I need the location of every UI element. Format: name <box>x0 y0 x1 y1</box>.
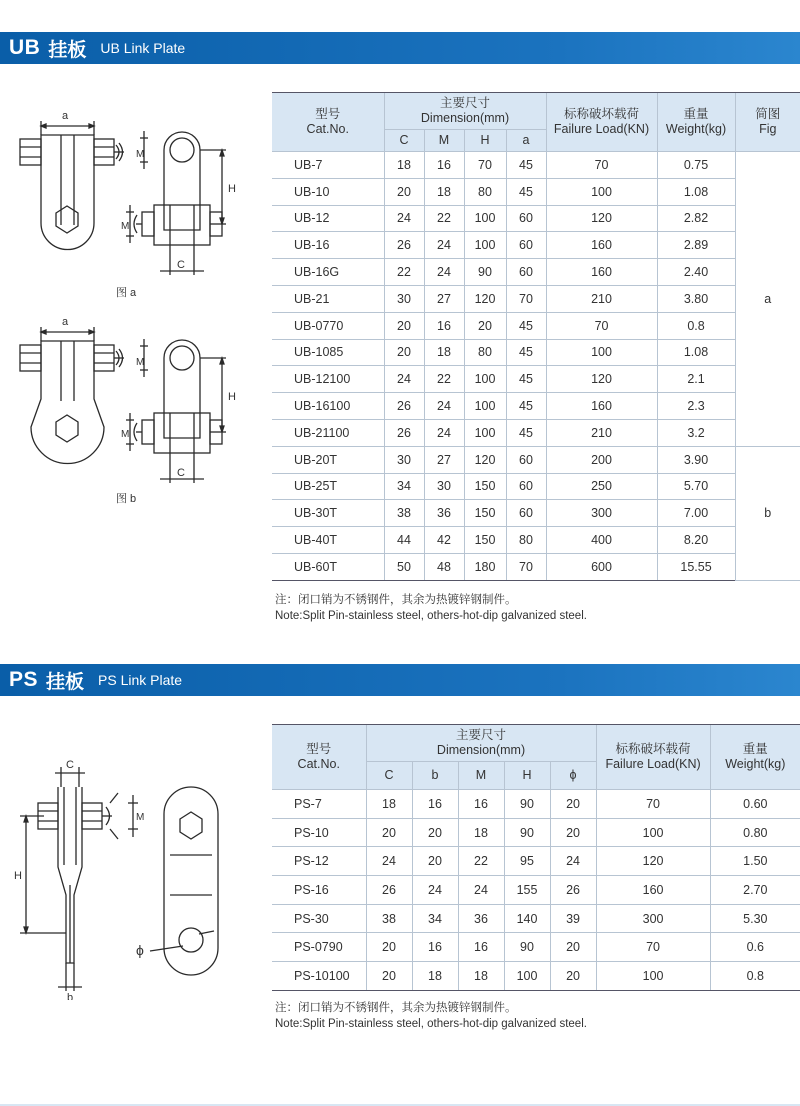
ps-drawing <box>0 745 260 1000</box>
dim-h-cell: 90 <box>504 933 550 962</box>
dim-h-cell: 100 <box>504 962 550 991</box>
table-row <box>272 904 800 933</box>
dim-h-cell: 80 <box>464 339 506 366</box>
table-row <box>272 178 800 205</box>
ub-header-load-en: Failure Load(KN) <box>553 122 650 136</box>
dim-a-cell: 70 <box>506 553 546 580</box>
table-row <box>272 527 800 554</box>
model-cell: UB-10 <box>272 178 384 205</box>
ub-header-fig <box>735 93 800 152</box>
dim-h-cell: 100 <box>464 419 506 446</box>
dim-c-cell: 44 <box>384 527 424 554</box>
ub-header-model-cn: 型号 <box>315 107 341 121</box>
model-cell: UB-21100 <box>272 419 384 446</box>
dim-m-cell: 16 <box>458 933 504 962</box>
dim-phi-cell: 20 <box>550 933 596 962</box>
dim-m-cell: 18 <box>424 339 464 366</box>
weight-cell: 15.55 <box>657 553 735 580</box>
weight-cell: 0.80 <box>710 818 800 847</box>
ub-fig-b-dim-c: C <box>177 467 185 479</box>
dim-h-cell: 100 <box>464 393 506 420</box>
dim-c-cell: 38 <box>366 904 412 933</box>
ub-header-dim-cn: 主要尺寸 <box>440 96 491 110</box>
ps-header-dim-en: Dimension(mm) <box>436 743 526 757</box>
dim-h-cell: 180 <box>464 553 506 580</box>
dim-h-cell: 150 <box>464 473 506 500</box>
table-row <box>272 205 800 232</box>
fig-a-cell: a <box>735 152 800 447</box>
ub-section-banner <box>0 32 800 64</box>
weight-cell: 1.08 <box>657 339 735 366</box>
ps-header-dim-m: M <box>458 762 504 790</box>
table-row <box>272 790 800 819</box>
dim-b-cell: 18 <box>412 962 458 991</box>
fig-b-cell: b <box>735 446 800 580</box>
ub-header-load <box>546 93 657 152</box>
weight-cell: 1.08 <box>657 178 735 205</box>
failure-load-cell: 210 <box>546 285 657 312</box>
dim-c-cell: 18 <box>366 790 412 819</box>
dim-h-cell: 100 <box>464 366 506 393</box>
ps-header-model-en: Cat.No. <box>297 757 340 771</box>
dim-phi-cell: 20 <box>550 818 596 847</box>
dim-phi-cell: 20 <box>550 790 596 819</box>
ps-side-view <box>20 767 138 991</box>
ps-dim-c: C <box>66 759 74 771</box>
dim-phi-cell: 39 <box>550 904 596 933</box>
dim-h-cell: 120 <box>464 285 506 312</box>
dim-phi-cell: 26 <box>550 876 596 905</box>
table-row <box>272 285 800 312</box>
table-row <box>272 500 800 527</box>
dim-m-cell: 27 <box>424 446 464 473</box>
dim-a-cell: 45 <box>506 419 546 446</box>
dim-m-cell: 22 <box>424 205 464 232</box>
table-row <box>272 259 800 286</box>
ub-drawings <box>0 95 260 510</box>
ub-header-fig-cn: 简图 <box>755 107 781 121</box>
weight-cell: 2.3 <box>657 393 735 420</box>
ps-header-model-cn: 型号 <box>306 742 332 756</box>
dim-m-cell: 18 <box>458 818 504 847</box>
dim-a-cell: 60 <box>506 500 546 527</box>
dim-c-cell: 20 <box>366 818 412 847</box>
failure-load-cell: 70 <box>596 933 710 962</box>
ps-note-cn: 注：闭口销为不锈钢件，其余为热镀锌钢制件。 <box>275 1002 517 1014</box>
dim-c-cell: 26 <box>384 393 424 420</box>
dim-c-cell: 26 <box>366 876 412 905</box>
ub-spec-table <box>272 92 800 581</box>
dim-m-cell: 36 <box>458 904 504 933</box>
ps-code: PS <box>9 668 39 691</box>
ub-fig-a-dim-m-top: M <box>136 149 145 160</box>
ps-header-load <box>596 725 710 790</box>
ub-title-cn: 挂板 <box>48 38 87 61</box>
dim-a-cell: 70 <box>506 285 546 312</box>
dim-b-cell: 16 <box>412 933 458 962</box>
weight-cell: 8.20 <box>657 527 735 554</box>
ub-fig-b-dim-a: a <box>62 316 69 328</box>
dim-h-cell: 20 <box>464 312 506 339</box>
dim-h-cell: 90 <box>504 818 550 847</box>
failure-load-cell: 160 <box>546 393 657 420</box>
ub-fig-a-dim-a: a <box>62 110 69 122</box>
model-cell: PS-16 <box>272 876 366 905</box>
weight-cell: 2.89 <box>657 232 735 259</box>
table-row <box>272 232 800 259</box>
weight-cell: 0.8 <box>710 962 800 991</box>
dim-phi-cell: 20 <box>550 962 596 991</box>
failure-load-cell: 70 <box>546 152 657 179</box>
dim-h-cell: 80 <box>464 178 506 205</box>
dim-m-cell: 42 <box>424 527 464 554</box>
ub-header-dim-h: H <box>464 130 506 152</box>
ps-section-banner <box>0 664 800 696</box>
weight-cell: 0.8 <box>657 312 735 339</box>
dim-h-cell: 150 <box>464 527 506 554</box>
dim-c-cell: 38 <box>384 500 424 527</box>
dim-a-cell: 60 <box>506 232 546 259</box>
ub-fig-a-dim-c: C <box>177 259 185 271</box>
ub-header-model-en: Cat.No. <box>306 122 349 136</box>
dim-c-cell: 26 <box>384 232 424 259</box>
model-cell: UB-0770 <box>272 312 384 339</box>
model-cell: PS-0790 <box>272 933 366 962</box>
dim-h-cell: 70 <box>464 152 506 179</box>
table-row <box>272 152 800 179</box>
dim-c-cell: 34 <box>384 473 424 500</box>
table-row <box>272 366 800 393</box>
dim-b-cell: 34 <box>412 904 458 933</box>
dim-c-cell: 30 <box>384 446 424 473</box>
weight-cell: 3.80 <box>657 285 735 312</box>
ps-header-model <box>272 725 366 790</box>
failure-load-cell: 250 <box>546 473 657 500</box>
dim-b-cell: 20 <box>412 818 458 847</box>
weight-cell: 2.1 <box>657 366 735 393</box>
ps-spec-table <box>272 724 800 991</box>
dim-m-cell: 24 <box>424 419 464 446</box>
weight-cell: 7.00 <box>657 500 735 527</box>
ub-fig-b-dim-h: H <box>228 391 236 403</box>
weight-cell: 2.82 <box>657 205 735 232</box>
ps-header-weight-en: Weight(kg) <box>725 757 786 771</box>
dim-c-cell: 20 <box>384 339 424 366</box>
dim-c-cell: 30 <box>384 285 424 312</box>
dim-m-cell: 24 <box>458 876 504 905</box>
ps-note-en: Note:Split Pin-stainless steel, others-hot-dip galvanized steel. <box>275 1018 587 1030</box>
ub-header-weight <box>657 93 735 152</box>
failure-load-cell: 120 <box>596 847 710 876</box>
dim-h-cell: 140 <box>504 904 550 933</box>
model-cell: UB-16G <box>272 259 384 286</box>
ub-fig-a-dim-m: M <box>121 221 130 232</box>
ub-header-dim-en: Dimension(mm) <box>420 111 510 125</box>
dim-a-cell: 60 <box>506 205 546 232</box>
table-row <box>272 419 800 446</box>
failure-load-cell: 100 <box>596 962 710 991</box>
dim-m-cell: 24 <box>424 393 464 420</box>
dim-b-cell: 24 <box>412 876 458 905</box>
model-cell: UB-12 <box>272 205 384 232</box>
dim-b-cell: 20 <box>412 847 458 876</box>
model-cell: UB-12100 <box>272 366 384 393</box>
ub-header-load-cn: 标称破坏载荷 <box>564 107 640 121</box>
model-cell: UB-21 <box>272 285 384 312</box>
failure-load-cell: 300 <box>546 500 657 527</box>
dim-c-cell: 20 <box>384 312 424 339</box>
dim-c-cell: 20 <box>366 962 412 991</box>
ub-fig-a-dim-h: H <box>228 183 236 195</box>
dim-c-cell: 18 <box>384 152 424 179</box>
ps-header-load-cn: 标称破坏载荷 <box>615 742 691 756</box>
dim-h-cell: 150 <box>464 500 506 527</box>
weight-cell: 2.40 <box>657 259 735 286</box>
table-row <box>272 933 800 962</box>
ps-title-en: PS Link Plate <box>98 672 183 688</box>
ps-header-weight <box>710 725 800 790</box>
ps-header-dimension <box>366 725 596 762</box>
dim-m-cell: 18 <box>458 962 504 991</box>
ub-header-model <box>272 93 384 152</box>
dim-m-cell: 48 <box>424 553 464 580</box>
ub-header-dim-m: M <box>424 130 464 152</box>
dim-m-cell: 16 <box>458 790 504 819</box>
dim-c-cell: 24 <box>384 205 424 232</box>
dim-m-cell: 16 <box>424 152 464 179</box>
weight-cell: 0.6 <box>710 933 800 962</box>
table-row <box>272 876 800 905</box>
table-row <box>272 473 800 500</box>
model-cell: UB-60T <box>272 553 384 580</box>
ps-header-dim-h: H <box>504 762 550 790</box>
ub-note <box>275 592 587 624</box>
dim-a-cell: 45 <box>506 339 546 366</box>
dim-a-cell: 60 <box>506 446 546 473</box>
table-row <box>272 847 800 876</box>
dim-m-cell: 18 <box>424 178 464 205</box>
ps-dim-m: M <box>136 812 145 823</box>
failure-load-cell: 100 <box>596 818 710 847</box>
dim-m-cell: 16 <box>424 312 464 339</box>
model-cell: UB-25T <box>272 473 384 500</box>
failure-load-cell: 160 <box>546 259 657 286</box>
failure-load-cell: 100 <box>546 178 657 205</box>
weight-cell: 3.2 <box>657 419 735 446</box>
failure-load-cell: 160 <box>546 232 657 259</box>
ub-header-weight-en: Weight(kg) <box>665 122 727 136</box>
table-row <box>272 312 800 339</box>
model-cell: UB-40T <box>272 527 384 554</box>
failure-load-cell: 210 <box>546 419 657 446</box>
model-cell: PS-12 <box>272 847 366 876</box>
failure-load-cell: 120 <box>546 205 657 232</box>
failure-load-cell: 70 <box>546 312 657 339</box>
weight-cell: 3.90 <box>657 446 735 473</box>
ps-dim-b: b <box>67 992 74 1000</box>
weight-cell: 5.30 <box>710 904 800 933</box>
dim-h-cell: 120 <box>464 446 506 473</box>
model-cell: PS-10100 <box>272 962 366 991</box>
dim-m-cell: 22 <box>458 847 504 876</box>
dim-h-cell: 155 <box>504 876 550 905</box>
table-row <box>272 446 800 473</box>
dim-h-cell: 100 <box>464 205 506 232</box>
model-cell: UB-20T <box>272 446 384 473</box>
dim-a-cell: 45 <box>506 393 546 420</box>
ub-fig-b-caption: 图 b <box>116 493 137 505</box>
ps-front-view <box>150 787 218 975</box>
dim-c-cell: 50 <box>384 553 424 580</box>
ps-dim-phi: ϕ <box>136 942 144 958</box>
model-cell: UB-1085 <box>272 339 384 366</box>
failure-load-cell: 70 <box>596 790 710 819</box>
dim-a-cell: 45 <box>506 178 546 205</box>
dim-h-cell: 100 <box>464 232 506 259</box>
failure-load-cell: 400 <box>546 527 657 554</box>
ub-note-cn: 注：闭口销为不锈钢件，其余为热镀锌钢制件。 <box>275 594 517 606</box>
weight-cell: 2.70 <box>710 876 800 905</box>
weight-cell: 0.75 <box>657 152 735 179</box>
dim-m-cell: 22 <box>424 366 464 393</box>
table-row <box>272 553 800 580</box>
ps-header-dim-cn: 主要尺寸 <box>456 728 507 742</box>
ub-header-dimension <box>384 93 546 130</box>
ps-header-weight-cn: 重量 <box>742 742 768 756</box>
dim-m-cell: 30 <box>424 473 464 500</box>
dim-m-cell: 24 <box>424 259 464 286</box>
weight-cell: 0.60 <box>710 790 800 819</box>
model-cell: UB-16100 <box>272 393 384 420</box>
weight-cell: 1.50 <box>710 847 800 876</box>
failure-load-cell: 300 <box>596 904 710 933</box>
model-cell: PS-30 <box>272 904 366 933</box>
dim-a-cell: 45 <box>506 312 546 339</box>
ps-note <box>275 1000 587 1032</box>
ub-header-fig-en: Fig <box>759 122 777 136</box>
ub-fig-a-caption: 图 a <box>116 287 137 299</box>
dim-h-cell: 95 <box>504 847 550 876</box>
model-cell: UB-16 <box>272 232 384 259</box>
dim-m-cell: 36 <box>424 500 464 527</box>
ps-dim-h: H <box>14 870 22 882</box>
dim-a-cell: 45 <box>506 366 546 393</box>
ub-fig-a-side-view <box>20 121 124 250</box>
ub-note-en: Note:Split Pin-stainless steel, others-hot-dip galvanized steel. <box>275 610 587 622</box>
dim-a-cell: 45 <box>506 152 546 179</box>
ub-fig-b-side-view <box>20 327 124 464</box>
dim-m-cell: 24 <box>424 232 464 259</box>
table-row <box>272 339 800 366</box>
failure-load-cell: 600 <box>546 553 657 580</box>
dim-c-cell: 20 <box>366 933 412 962</box>
failure-load-cell: 120 <box>546 366 657 393</box>
ub-fig-b-dim-m: M <box>121 429 130 440</box>
dim-h-cell: 90 <box>504 790 550 819</box>
ps-header-dim-phi: ϕ <box>550 762 596 790</box>
table-row <box>272 393 800 420</box>
ub-code: UB <box>9 36 41 59</box>
dim-c-cell: 26 <box>384 419 424 446</box>
table-row <box>272 962 800 991</box>
dim-h-cell: 90 <box>464 259 506 286</box>
ps-title-cn: 挂板 <box>46 670 85 693</box>
ub-header-weight-cn: 重量 <box>683 107 709 121</box>
ps-header-dim-c: C <box>366 762 412 790</box>
ub-header-dim-c: C <box>384 130 424 152</box>
model-cell: UB-30T <box>272 500 384 527</box>
dim-a-cell: 60 <box>506 473 546 500</box>
dim-c-cell: 20 <box>384 178 424 205</box>
ub-title-en: UB Link Plate <box>100 40 186 56</box>
ps-header-load-en: Failure Load(KN) <box>605 757 701 771</box>
dim-c-cell: 24 <box>366 847 412 876</box>
failure-load-cell: 200 <box>546 446 657 473</box>
dim-c-cell: 22 <box>384 259 424 286</box>
ps-header-dim-b: b <box>412 762 458 790</box>
failure-load-cell: 160 <box>596 876 710 905</box>
dim-m-cell: 27 <box>424 285 464 312</box>
dim-a-cell: 60 <box>506 259 546 286</box>
model-cell: UB-7 <box>272 152 384 179</box>
failure-load-cell: 100 <box>546 339 657 366</box>
model-cell: PS-10 <box>272 818 366 847</box>
model-cell: PS-7 <box>272 790 366 819</box>
dim-phi-cell: 24 <box>550 847 596 876</box>
dim-b-cell: 16 <box>412 790 458 819</box>
ub-header-dim-a: a <box>506 130 546 152</box>
table-row <box>272 818 800 847</box>
weight-cell: 5.70 <box>657 473 735 500</box>
dim-a-cell: 80 <box>506 527 546 554</box>
dim-c-cell: 24 <box>384 366 424 393</box>
ub-fig-b-dim-m-top: M <box>136 357 145 368</box>
